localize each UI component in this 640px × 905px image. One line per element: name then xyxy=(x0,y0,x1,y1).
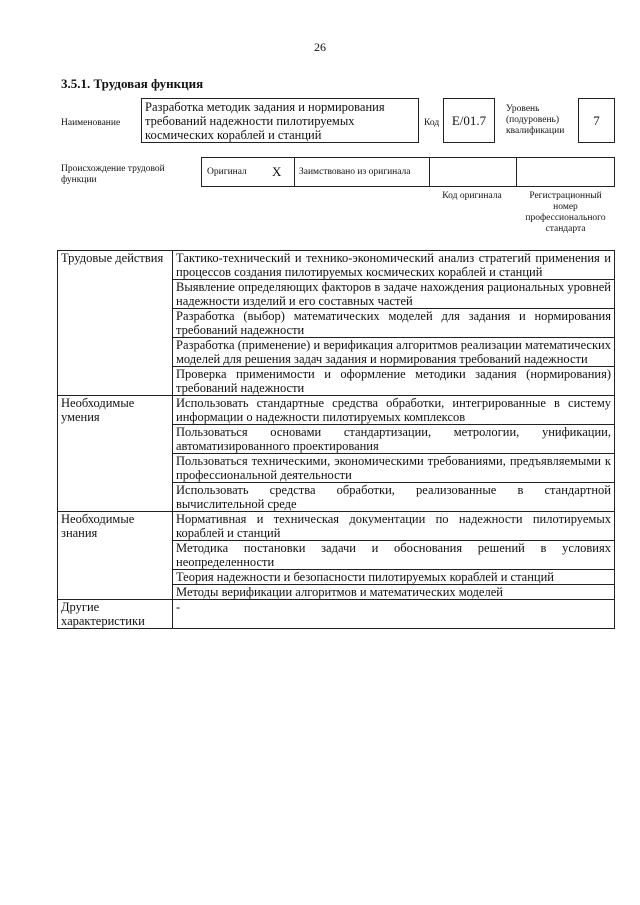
divider xyxy=(294,158,295,186)
item-cell: - xyxy=(173,600,615,629)
category-cell: Необходимые знания xyxy=(58,512,173,600)
level-value: 7 xyxy=(578,98,615,143)
reg-number-caption: Регистрационный номер профессионального стандарта xyxy=(525,191,606,234)
origin-label: Происхождение трудовой функции xyxy=(61,164,165,185)
item-cell: Разработка (применение) и верификация алгоритмов реализации математических моделей для решения задач задания и нормирования требований надежности xyxy=(173,338,615,367)
code-value: E/01.7 xyxy=(443,98,495,143)
item-cell: Методы верификации алгоритмов и математических моделей xyxy=(173,585,615,600)
table-row xyxy=(58,600,615,629)
item-cell: Использовать стандартные средства обработки, интегрированные в систему информации о надежности пилотируемых комплексов xyxy=(173,396,615,425)
item-cell: Пользоваться техническими, экономическими требованиями, предъявляемыми к профессиональной деятельности xyxy=(173,454,615,483)
item-cell: Пользоваться основами стандартизации, метрологии, унификации, автоматизированного проектирования xyxy=(173,425,615,454)
name-label: Наименование xyxy=(61,118,121,128)
main-table xyxy=(57,250,615,629)
category-cell: Необходимые умения xyxy=(58,396,173,512)
divider xyxy=(429,158,430,186)
table-row xyxy=(58,251,615,280)
category-cell: Трудовые действия xyxy=(58,251,173,396)
level-label: Уровень (подуровень) квалификации xyxy=(506,104,565,136)
item-cell: Использовать средства обработки, реализованные в стандартной вычислительной среде xyxy=(173,483,615,512)
table-row xyxy=(58,512,615,541)
item-cell: Тактико-технический и технико-экономический анализ стратегий применения и процессов создания пилотируемых космических кораблей и станций xyxy=(173,251,615,280)
divider xyxy=(516,158,517,186)
origin-table xyxy=(201,157,615,187)
category-cell: Другие характеристики xyxy=(58,600,173,629)
code-label: Код xyxy=(424,118,440,128)
section-title: 3.5.1. Трудовая функция xyxy=(61,76,204,91)
item-cell: Выявление определяющих факторов в задаче нахождения рациональных уровней надежности изделий и его составных частей xyxy=(173,280,615,309)
item-cell: Проверка применимости и оформление методики задания (нормирования) требований надежности xyxy=(173,367,615,396)
item-cell: Теория надежности и безопасности пилотируемых кораблей и станций xyxy=(173,570,615,585)
page-number: 26 xyxy=(314,40,326,54)
code-original-caption: Код оригинала xyxy=(442,191,502,201)
function-name: Разработка методик задания и нормирования требований надежности пилотируемых космических кораблей и станций xyxy=(141,98,419,143)
table-row xyxy=(58,396,615,425)
borrowed-label: Заимствовано из оригинала xyxy=(299,167,411,177)
item-cell: Разработка (выбор) математических моделей для задания и нормирования требований надежности xyxy=(173,309,615,338)
original-label: Оригинал xyxy=(207,167,247,177)
original-mark: X xyxy=(272,164,282,179)
item-cell: Методика постановки задачи и обоснования решений в условиях неопределенности xyxy=(173,541,615,570)
item-cell: Нормативная и техническая документации по надежности пилотируемых кораблей и станций xyxy=(173,512,615,541)
main-table-body xyxy=(58,251,615,629)
